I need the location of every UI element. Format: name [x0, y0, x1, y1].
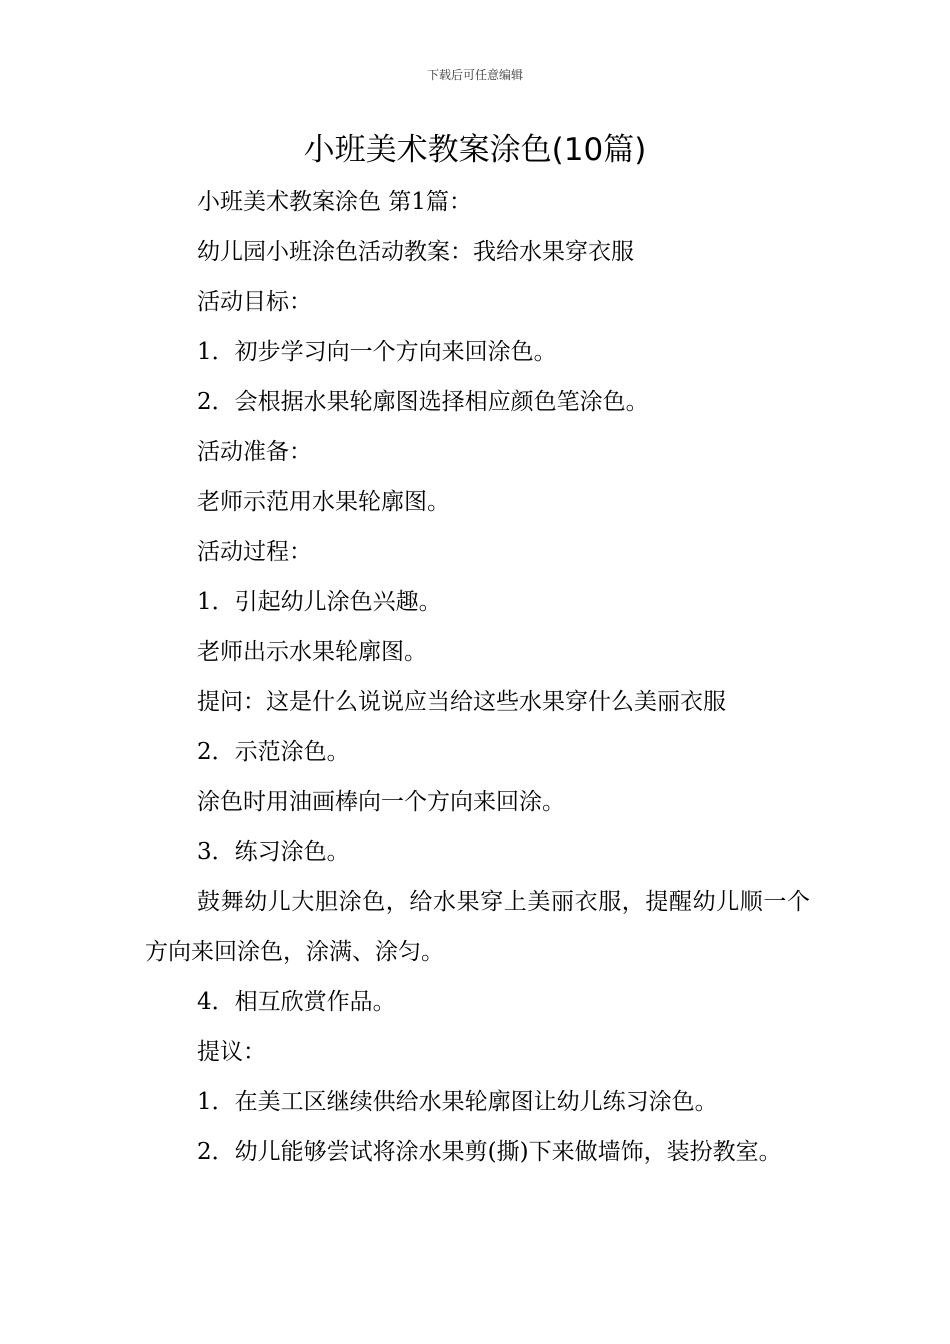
- page-header-note: 下载后可任意编辑: [426, 68, 523, 82]
- paragraph-step-3: 3．练习涂色。: [197, 839, 350, 865]
- paragraph-step-2-detail: 涂色时用油画棒向一个方向来回涂。: [197, 789, 565, 815]
- paragraph-process-heading: 活动过程：: [197, 539, 312, 565]
- paragraph-preparation-heading: 活动准备：: [197, 439, 312, 465]
- paragraph-step-2: 2．示范涂色。: [197, 739, 350, 765]
- paragraph-preparation: 老师示范用水果轮廓图。: [197, 489, 450, 515]
- paragraph-suggestion-heading: 提议：: [197, 1039, 266, 1065]
- paragraph-section-heading: 小班美术教案涂色 第1篇：: [197, 189, 472, 215]
- paragraph-step-4: 4．相互欣赏作品。: [197, 989, 396, 1015]
- paragraph-question: 提问：这是什么说说应当给这些水果穿什么美丽衣服: [197, 689, 726, 715]
- paragraph-suggestion-2: 2．幼儿能够尝试将涂水果剪(撕)下来做墙饰，装扮教室。: [197, 1139, 782, 1165]
- paragraph-lesson-title: 幼儿园小班涂色活动教案：我给水果穿衣服: [197, 239, 634, 265]
- document-title: 小班美术教案涂色(10篇): [303, 132, 647, 168]
- paragraph-goal-2: 2．会根据水果轮廓图选择相应颜色笔涂色。: [197, 389, 649, 415]
- paragraph-step-1-detail: 老师出示水果轮廓图。: [197, 639, 427, 665]
- paragraph-goal-1: 1．初步学习向一个方向来回涂色。: [197, 339, 557, 365]
- paragraph-suggestion-1: 1．在美工区继续供给水果轮廓图让幼儿练习涂色。: [197, 1089, 718, 1115]
- paragraph-step-3-detail: 鼓舞幼儿大胆涂色，给水果穿上美丽衣服，提醒幼儿顺一个方向来回涂色，涂满、涂匀。: [145, 889, 810, 965]
- paragraph-step-1: 1．引起幼儿涂色兴趣。: [197, 589, 442, 615]
- document-body: [145, 177, 810, 1177]
- paragraph-goals-heading: 活动目标：: [197, 289, 312, 315]
